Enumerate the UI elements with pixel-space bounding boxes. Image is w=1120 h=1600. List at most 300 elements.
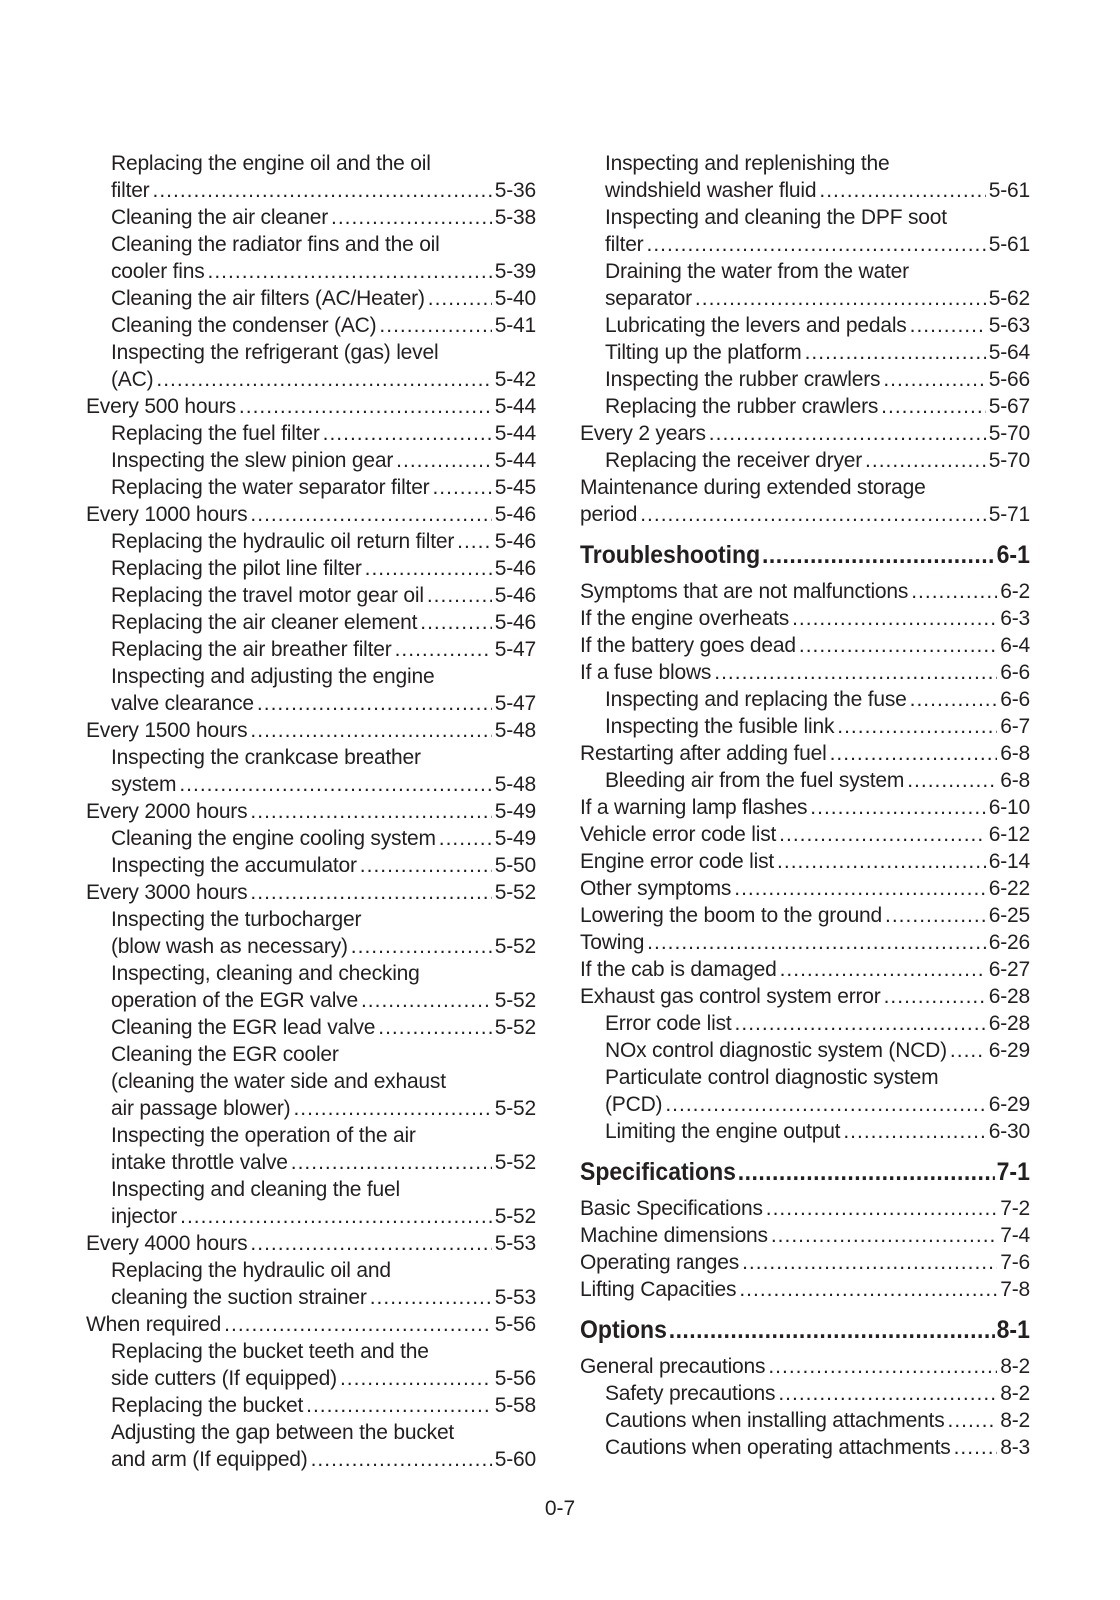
toc-entry[interactable] [580, 258, 1030, 285]
toc-entry-title: Every 3000 hours [86, 881, 248, 904]
toc-entry[interactable] [580, 312, 1030, 339]
dot-leader [156, 366, 491, 393]
toc-entry[interactable] [580, 659, 1030, 686]
toc-entry[interactable] [86, 177, 536, 204]
dot-leader [250, 501, 491, 528]
toc-entry[interactable] [580, 204, 1030, 231]
toc-entry[interactable] [86, 690, 536, 717]
toc-entry[interactable] [86, 501, 536, 528]
toc-entry-title: separator [605, 287, 692, 310]
toc-entry[interactable] [580, 447, 1030, 474]
toc-entry-title: Error code list [605, 1012, 732, 1035]
toc-entry-page: 5-56 [494, 1313, 536, 1336]
dot-leader [208, 258, 492, 285]
toc-entry-page: 6-14 [988, 850, 1030, 873]
toc-entry[interactable] [86, 1392, 536, 1419]
toc-entry[interactable] [86, 879, 536, 906]
toc-entry-page: 5-46 [494, 530, 536, 553]
dot-leader [695, 285, 986, 312]
toc-entry[interactable] [86, 1338, 536, 1365]
toc-entry-title: Inspecting and cleaning the fuel [111, 1178, 400, 1201]
toc-entry[interactable] [86, 528, 536, 555]
toc-entry-page: 5-49 [494, 800, 536, 823]
toc-entry-title: Inspecting the fusible link [605, 715, 835, 738]
toc-entry-title: Inspecting the rubber crawlers [605, 368, 881, 391]
toc-entry-title: Cleaning the EGR lead valve [111, 1016, 376, 1039]
toc-entry[interactable] [86, 1284, 536, 1311]
dot-leader [323, 420, 492, 447]
section-heading-options[interactable] [580, 1315, 1030, 1345]
dot-leader [819, 177, 985, 204]
section-heading-specifications[interactable] [580, 1157, 1030, 1187]
toc-entry-page: 6-25 [988, 904, 1030, 927]
toc-entry[interactable] [580, 713, 1030, 740]
dot-leader [735, 1010, 986, 1037]
dot-leader [742, 1249, 997, 1276]
dot-leader [340, 1365, 492, 1392]
toc-entry[interactable] [580, 848, 1030, 875]
toc-entry[interactable] [580, 794, 1030, 821]
toc-entry-page: 5-47 [494, 638, 536, 661]
toc-entry-page: 6-3 [1000, 607, 1030, 630]
toc-entry[interactable] [86, 771, 536, 798]
toc-entry[interactable] [86, 1203, 536, 1230]
dot-leader [911, 578, 997, 605]
toc-entry[interactable] [580, 740, 1030, 767]
toc-entry-page: 5-46 [494, 611, 536, 634]
dot-leader [948, 1407, 998, 1434]
page-number: 0-7 [544, 1497, 576, 1520]
toc-entry[interactable] [580, 956, 1030, 983]
toc-entry-page: 5-46 [494, 503, 536, 526]
dot-leader [152, 177, 491, 204]
toc-entry-title: Troubleshooting [580, 541, 761, 569]
toc-entry-title: Cleaning the condenser (AC) [111, 314, 377, 337]
toc-entry[interactable] [86, 717, 536, 744]
dot-leader [766, 1195, 997, 1222]
toc-entry[interactable] [580, 1037, 1030, 1064]
dot-leader [910, 686, 998, 713]
toc-entry[interactable] [580, 339, 1030, 366]
toc-entry-title: Cleaning the air filters (AC/Heater) [111, 287, 425, 310]
toc-entry[interactable] [580, 1064, 1030, 1091]
dot-leader [843, 1118, 985, 1145]
toc-entry[interactable] [86, 1095, 536, 1122]
dot-leader [805, 339, 986, 366]
toc-entry-title: Adjusting the gap between the bucket [111, 1421, 455, 1444]
toc-entry-title: Limiting the engine output [605, 1120, 841, 1143]
dot-leader [351, 933, 492, 960]
toc-entry[interactable] [580, 686, 1030, 713]
toc-entry-page: 6-6 [1000, 688, 1030, 711]
toc-entry-title: operation of the EGR valve [111, 989, 358, 1012]
toc-entry-page: 8-3 [1000, 1436, 1030, 1459]
toc-entry[interactable] [86, 366, 536, 393]
toc-entry-title: Operating ranges [580, 1251, 740, 1274]
toc-entry-page: 5-70 [988, 449, 1030, 472]
toc-entry[interactable] [86, 285, 536, 312]
toc-entry[interactable] [580, 1195, 1030, 1222]
toc-entry-page: 6-22 [988, 877, 1030, 900]
toc-entry-title: (AC) [111, 368, 154, 391]
toc-entry-page: 5-45 [494, 476, 536, 499]
toc-entry-title: Inspecting the slew pinion gear [111, 449, 394, 472]
toc-entry-page: 6-27 [988, 958, 1030, 981]
dot-leader [331, 204, 492, 231]
toc-entry-page: 5-52 [494, 989, 536, 1012]
dot-leader [365, 555, 492, 582]
toc-entry-page: 7-8 [1000, 1278, 1030, 1301]
dot-leader [224, 1311, 492, 1338]
toc-entry-page: 5-58 [494, 1394, 536, 1417]
dot-leader [180, 1203, 492, 1230]
toc-entry-title: Replacing the hydraulic oil and [111, 1259, 391, 1282]
toc-entry-title: (blow wash as necessary) [111, 935, 348, 958]
toc-entry-title: If the cab is damaged [580, 958, 777, 981]
dot-leader [250, 879, 491, 906]
toc-entry[interactable] [580, 1434, 1030, 1461]
toc-entry[interactable] [580, 929, 1030, 956]
toc-entry-title: windshield washer fluid [605, 179, 817, 202]
toc-entry[interactable] [580, 285, 1030, 312]
toc-entry[interactable] [86, 1149, 536, 1176]
toc-entry[interactable] [580, 1222, 1030, 1249]
toc-column-left [86, 150, 536, 1473]
toc-entry-page: 6-29 [988, 1093, 1030, 1116]
dot-leader [950, 1037, 986, 1064]
dot-leader [714, 659, 997, 686]
toc-entry[interactable] [580, 366, 1030, 393]
toc-entry[interactable] [86, 150, 536, 177]
dot-leader [360, 852, 492, 879]
toc-entry-page: 6-28 [988, 985, 1030, 1008]
toc-entry[interactable] [86, 744, 536, 771]
toc-entry-title: When required [86, 1313, 222, 1336]
toc-entry-title: (PCD) [605, 1093, 663, 1116]
dot-leader [778, 1380, 997, 1407]
toc-entry-page: 5-52 [494, 881, 536, 904]
dot-leader [306, 1392, 492, 1419]
toc-entry-title: Particulate control diagnostic system [605, 1066, 939, 1089]
toc-entry-page: 5-53 [494, 1232, 536, 1255]
toc-entry[interactable] [86, 1068, 536, 1095]
dot-leader [771, 1222, 997, 1249]
dot-leader [669, 1315, 995, 1345]
toc-entry-page: 5-47 [494, 692, 536, 715]
toc-entry-title: Options [580, 1316, 667, 1344]
toc-entry-page: 5-67 [988, 395, 1030, 418]
toc-entry-title: Replacing the air cleaner element [111, 611, 418, 634]
toc-entry-title: Lifting Capacities [580, 1278, 737, 1301]
toc-entry[interactable] [86, 1122, 536, 1149]
toc-entry[interactable] [580, 1118, 1030, 1145]
toc-entry[interactable] [86, 420, 536, 447]
toc-entry-title: valve clearance [111, 692, 254, 715]
toc-entry[interactable] [580, 1276, 1030, 1303]
toc-entry-page: 7-2 [1000, 1197, 1030, 1220]
toc-entry-title: Cleaning the EGR cooler [111, 1043, 339, 1066]
dot-leader [396, 447, 492, 474]
toc-entry[interactable] [580, 1091, 1030, 1118]
toc-entry[interactable] [86, 447, 536, 474]
toc-entry-title: Cleaning the engine cooling system [111, 827, 436, 850]
toc-entry-page: 6-2 [1000, 580, 1030, 603]
toc-entry-title: Inspecting the accumulator [111, 854, 357, 877]
toc-entry-page: 5-44 [494, 422, 536, 445]
dot-leader [799, 632, 997, 659]
toc-entry-title: Replacing the engine oil and the oil [111, 152, 431, 175]
toc-entry[interactable] [580, 1380, 1030, 1407]
toc-entry-page: 5-52 [494, 1016, 536, 1039]
toc-entry-page: 6-6 [1000, 661, 1030, 684]
toc-entry-title: cleaning the suction strainer [111, 1286, 367, 1309]
dot-leader [762, 540, 995, 570]
toc-entry-page: 6-10 [988, 796, 1030, 819]
dot-leader [768, 1353, 997, 1380]
toc-entry-title: Safety precautions [605, 1382, 776, 1405]
dot-leader [779, 821, 986, 848]
toc-entry-title: If a warning lamp flashes [580, 796, 808, 819]
toc-entry-title: Restarting after adding fuel [580, 742, 827, 765]
toc-entry-title: Replacing the pilot line filter [111, 557, 362, 580]
toc-entry-title: Replacing the bucket [111, 1394, 304, 1417]
toc-entry-page: 7-4 [1000, 1224, 1030, 1247]
toc-entry[interactable] [86, 1257, 536, 1284]
toc-entry-title: and arm (If equipped) [111, 1448, 308, 1471]
toc-entry-page: 6-26 [988, 931, 1030, 954]
toc-entry[interactable] [86, 1176, 536, 1203]
toc-entry[interactable] [86, 852, 536, 879]
toc-entry-page: 6-7 [1000, 715, 1030, 738]
toc-entry-page: 5-41 [494, 314, 536, 337]
toc-entry[interactable] [86, 825, 536, 852]
toc-entry-title: system [111, 773, 177, 796]
toc-entry[interactable] [86, 312, 536, 339]
toc-entry[interactable] [86, 636, 536, 663]
dot-leader [738, 1157, 995, 1187]
toc-entry-page: 8-1 [996, 1316, 1030, 1344]
dot-leader [709, 420, 986, 447]
dot-leader [881, 393, 986, 420]
toc-entry[interactable] [86, 258, 536, 285]
toc-entry[interactable] [580, 767, 1030, 794]
toc-entry[interactable] [86, 1041, 536, 1068]
dot-leader [428, 285, 492, 312]
toc-entry[interactable] [580, 1407, 1030, 1434]
toc-entry-page: 5-52 [494, 1097, 536, 1120]
toc-entry-title: Every 1500 hours [86, 719, 248, 742]
toc-entry[interactable] [580, 875, 1030, 902]
toc-entry-title: Replacing the water separator filter [111, 476, 430, 499]
toc-entry[interactable] [86, 798, 536, 825]
toc-entry-page: 7-6 [1000, 1251, 1030, 1274]
dot-leader [432, 474, 491, 501]
toc-entry-title: period [580, 503, 638, 526]
toc-entry[interactable] [86, 231, 536, 258]
toc-entry-title: Cleaning the air cleaner [111, 206, 329, 229]
toc-entry-page: 6-28 [988, 1012, 1030, 1035]
toc-entry[interactable] [86, 204, 536, 231]
toc-entry[interactable] [86, 1230, 536, 1257]
toc-entry[interactable] [580, 474, 1030, 501]
toc-entry[interactable] [580, 177, 1030, 204]
toc-entry-page: 5-42 [494, 368, 536, 391]
toc-entry-title: Replacing the bucket teeth and the [111, 1340, 429, 1363]
toc-entry-title: Cautions when installing attachments [605, 1409, 945, 1432]
toc-entry-page: 5-52 [494, 935, 536, 958]
toc-entry-title: Inspecting and replenishing the [605, 152, 890, 175]
toc-entry[interactable] [86, 1446, 536, 1473]
dot-leader [739, 1276, 997, 1303]
toc-entry-page: 6-4 [1000, 634, 1030, 657]
toc-entry-page: 5-40 [494, 287, 536, 310]
toc-entry-page: 5-66 [988, 368, 1030, 391]
toc-entry-page: 5-49 [494, 827, 536, 850]
toc-entry-page: 5-71 [988, 503, 1030, 526]
dot-leader [427, 582, 492, 609]
toc-entry[interactable] [580, 420, 1030, 447]
toc-entry-page: 8-2 [1000, 1409, 1030, 1432]
toc-entry-title: Bleeding air from the fuel system [605, 769, 905, 792]
section-heading-troubleshooting[interactable] [580, 540, 1030, 570]
toc-entry-page: 5-64 [988, 341, 1030, 364]
dot-leader [420, 609, 492, 636]
toc-entry-page: 5-60 [494, 1448, 536, 1471]
toc-entry[interactable] [86, 582, 536, 609]
toc-entry-page: 6-8 [1000, 769, 1030, 792]
toc-entry-title: Replacing the rubber crawlers [605, 395, 879, 418]
toc-entry[interactable] [580, 983, 1030, 1010]
toc-entry[interactable] [86, 474, 536, 501]
dot-leader [665, 1091, 985, 1118]
toc-entry-title: Every 500 hours [86, 395, 236, 418]
toc-entry-title: air passage blower) [111, 1097, 291, 1120]
toc-entry[interactable] [580, 632, 1030, 659]
toc-entry[interactable] [580, 1249, 1030, 1276]
toc-entry-title: Lowering the boom to the ground [580, 904, 883, 927]
toc-entry-title: Draining the water from the water [605, 260, 909, 283]
toc-entry-page: 5-46 [494, 557, 536, 580]
toc-entry-title: Inspecting the crankcase breather [111, 746, 421, 769]
toc-entry-page: 5-50 [494, 854, 536, 877]
toc-entry-page: 6-29 [988, 1039, 1030, 1062]
toc-entry-page: 8-2 [1000, 1382, 1030, 1405]
toc-entry-page: 5-44 [494, 449, 536, 472]
toc-entry-title: Every 4000 hours [86, 1232, 248, 1255]
toc-entry-title: Exhaust gas control system error [580, 985, 881, 1008]
dot-leader [884, 983, 986, 1010]
toc-entry-title: Every 2 years [580, 422, 706, 445]
dot-leader [830, 740, 998, 767]
dot-leader [370, 1284, 492, 1311]
toc-entry-title: Maintenance during extended storage [580, 476, 926, 499]
toc-entry-title: Inspecting and adjusting the engine [111, 665, 435, 688]
toc-entry-page: 8-2 [1000, 1355, 1030, 1378]
toc-entry[interactable] [86, 339, 536, 366]
toc-entry-page: 5-70 [988, 422, 1030, 445]
dot-leader [179, 771, 491, 798]
toc-entry-title: Towing [580, 931, 645, 954]
dot-leader [291, 1149, 492, 1176]
toc-entry-title: Replacing the travel motor gear oil [111, 584, 424, 607]
toc-entry-title: Replacing the receiver dryer [605, 449, 863, 472]
dot-leader [250, 798, 491, 825]
toc-entry-page: 5-61 [988, 233, 1030, 256]
toc-entry[interactable] [580, 1353, 1030, 1380]
toc-entry[interactable] [580, 150, 1030, 177]
toc-entry[interactable] [86, 393, 536, 420]
toc-entry[interactable] [580, 231, 1030, 258]
toc-entry[interactable] [86, 987, 536, 1014]
toc-entry-title: Inspecting, cleaning and checking [111, 962, 420, 985]
toc-entry[interactable] [86, 960, 536, 987]
toc-entry-title: cooler fins [111, 260, 205, 283]
toc-entry-title: Engine error code list [580, 850, 775, 873]
toc-entry[interactable] [580, 821, 1030, 848]
dot-leader [457, 528, 492, 555]
dot-leader [257, 690, 492, 717]
toc-entry-title: injector [111, 1205, 178, 1228]
toc-entry[interactable] [86, 906, 536, 933]
toc-entry-title: Replacing the air breather filter [111, 638, 392, 661]
toc-entry-title: If a fuse blows [580, 661, 712, 684]
toc-entry-title: side cutters (If equipped) [111, 1367, 337, 1390]
dot-leader [780, 956, 986, 983]
toc-entry-page: 5-53 [494, 1286, 536, 1309]
toc-entry-page: 5-61 [988, 179, 1030, 202]
toc-entry-title: Inspecting the turbocharger [111, 908, 362, 931]
toc-entry-title: filter [605, 233, 644, 256]
toc-entry-title: Lubricating the levers and pedals [605, 314, 907, 337]
toc-entry-title: General precautions [580, 1355, 766, 1378]
toc-entry[interactable] [86, 1311, 536, 1338]
toc-entry-title: If the battery goes dead [580, 634, 796, 657]
dot-leader [883, 366, 985, 393]
dot-leader [910, 312, 986, 339]
toc-entry[interactable] [580, 1010, 1030, 1037]
toc-entry[interactable] [86, 1419, 536, 1446]
dot-leader [439, 825, 492, 852]
toc-entry[interactable] [86, 1365, 536, 1392]
toc-entry-title: Basic Specifications [580, 1197, 763, 1220]
toc-entry[interactable] [86, 609, 536, 636]
toc-entry[interactable] [580, 501, 1030, 528]
dot-leader [647, 929, 986, 956]
dot-leader [810, 794, 985, 821]
toc-entry[interactable] [580, 605, 1030, 632]
dot-leader [361, 987, 492, 1014]
toc-entry-page: 5-46 [494, 584, 536, 607]
toc-entry[interactable] [86, 663, 536, 690]
dot-leader [293, 1095, 491, 1122]
toc-entry-page: 5-39 [494, 260, 536, 283]
dot-leader [311, 1446, 492, 1473]
toc-entry[interactable] [580, 902, 1030, 929]
toc-entry[interactable] [86, 1014, 536, 1041]
toc-entry-title: NOx control diagnostic system (NCD) [605, 1039, 947, 1062]
toc-entry[interactable] [86, 555, 536, 582]
toc-entry[interactable] [580, 578, 1030, 605]
toc-entry-page: 5-44 [494, 395, 536, 418]
toc-entry[interactable] [86, 933, 536, 960]
toc-entry-page: 5-48 [494, 773, 536, 796]
toc-entry-title: Other symptoms [580, 877, 732, 900]
dot-leader [777, 848, 986, 875]
toc-entry-title: Tilting up the platform [605, 341, 802, 364]
toc-entry-title: (cleaning the water side and exhaust [111, 1070, 446, 1093]
dot-leader [250, 717, 491, 744]
toc-entry[interactable] [580, 393, 1030, 420]
